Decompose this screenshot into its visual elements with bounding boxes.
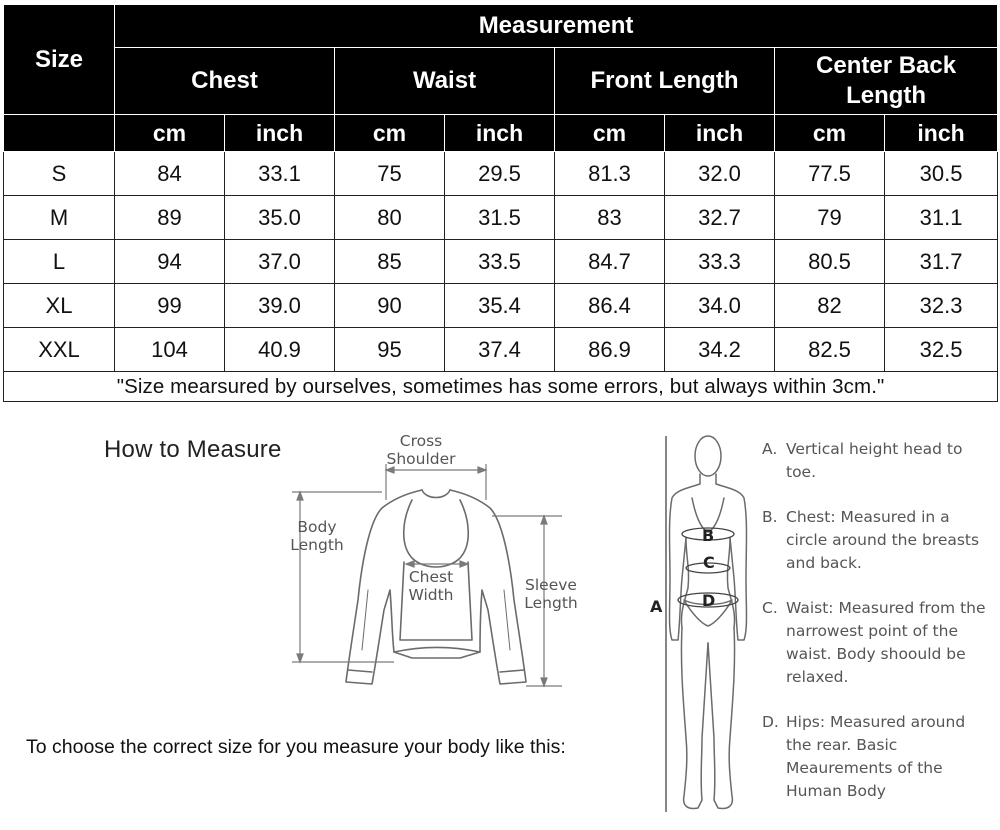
how-to-measure-title: How to Measure (104, 436, 282, 463)
measurement-note: "Size mearsured by ourselves, sometimes has some errors, but always within 3cm." (4, 372, 998, 402)
table-row (4, 240, 998, 284)
label-line: Length (524, 594, 578, 612)
note-text: Vertical height head to toe. (786, 440, 963, 481)
table-row (4, 284, 998, 328)
table-cell: 31.7 (885, 240, 998, 284)
table-cell: 34.2 (665, 328, 775, 372)
unit-header: inch (225, 115, 335, 152)
figure-marker-b: B (702, 526, 715, 545)
table-cell: 89 (115, 196, 225, 240)
cross-shoulder-label (386, 432, 456, 468)
table-cell: 40.9 (225, 328, 335, 372)
table-cell: 37.4 (445, 328, 555, 372)
unit-header: inch (885, 115, 998, 152)
note-letter: C. (762, 599, 778, 617)
table-cell: 82.5 (775, 328, 885, 372)
table-row (4, 152, 998, 196)
label-line: Cross (399, 432, 443, 450)
unit-header: inch (665, 115, 775, 152)
size-cell: XL (4, 284, 115, 328)
table-cell: 81.3 (555, 152, 665, 196)
label-line: Chest (408, 568, 454, 586)
choose-size-instruction: To choose the correct size for you measure your body like this: (26, 736, 566, 758)
table-cell: 104 (115, 328, 225, 372)
size-cell: S (4, 152, 115, 196)
label-line: Shoulder (386, 450, 456, 468)
note-item (762, 711, 994, 803)
figure-marker-d: D (702, 591, 716, 610)
label-line: Length (290, 536, 344, 554)
table-cell: 32.7 (665, 196, 775, 240)
table-cell: 86.9 (555, 328, 665, 372)
note-row (4, 372, 998, 402)
table-cell: 37.0 (225, 240, 335, 284)
table-cell: 79 (775, 196, 885, 240)
size-chart-table (3, 4, 997, 401)
unit-header: cm (775, 115, 885, 152)
table-cell: 29.5 (445, 152, 555, 196)
table-cell: 30.5 (885, 152, 998, 196)
note-item (762, 597, 994, 689)
size-header-spacer (4, 115, 115, 152)
size-header: Size (4, 5, 115, 115)
table-cell: 94 (115, 240, 225, 284)
chest-width-label (398, 568, 464, 604)
table-cell: 80 (335, 196, 445, 240)
table-cell: 33.1 (225, 152, 335, 196)
table-cell: 34.0 (665, 284, 775, 328)
note-letter: B. (762, 508, 778, 526)
note-text: Hips: Measured around the rear. Basic Meaurements of the Human Body (786, 713, 966, 800)
table-row (4, 196, 998, 240)
label-line: Width (408, 586, 454, 604)
unit-header: cm (335, 115, 445, 152)
group-header-center-back-length: Center Back Length (775, 48, 998, 115)
table-cell: 80.5 (775, 240, 885, 284)
table-cell: 90 (335, 284, 445, 328)
table-cell: 33.5 (445, 240, 555, 284)
figure-marker-c: C (703, 553, 715, 572)
group-header-chest: Chest (115, 48, 335, 115)
table-cell: 31.5 (445, 196, 555, 240)
table-cell: 95 (335, 328, 445, 372)
table-cell: 83 (555, 196, 665, 240)
sleeve-length-label (516, 576, 586, 612)
note-text: Waist: Measured from the narrowest point of the waist. Body shoould be relaxed. (786, 599, 986, 686)
table-cell: 39.0 (225, 284, 335, 328)
size-chart (3, 4, 998, 402)
group-header-waist: Waist (335, 48, 555, 115)
unit-header: inch (445, 115, 555, 152)
table-cell: 84 (115, 152, 225, 196)
unit-header: cm (555, 115, 665, 152)
note-item (762, 506, 994, 575)
body-figure (640, 428, 760, 820)
size-cell: M (4, 196, 115, 240)
note-letter: A. (762, 440, 778, 458)
unit-header: cm (115, 115, 225, 152)
table-cell: 85 (335, 240, 445, 284)
note-letter: D. (762, 713, 779, 731)
table-cell: 33.3 (665, 240, 775, 284)
group-header-front-length: Front Length (555, 48, 775, 115)
measurement-notes (762, 438, 994, 803)
table-cell: 82 (775, 284, 885, 328)
table-cell: 32.5 (885, 328, 998, 372)
table-cell: 86.4 (555, 284, 665, 328)
table-cell: 35.4 (445, 284, 555, 328)
label-line: Body (297, 518, 337, 536)
figure-marker-a: A (650, 597, 663, 616)
size-cell: XXL (4, 328, 115, 372)
measurement-header: Measurement (115, 5, 998, 48)
table-cell: 77.5 (775, 152, 885, 196)
label-line: Sleeve (525, 576, 577, 594)
table-cell: 32.3 (885, 284, 998, 328)
table-cell: 31.1 (885, 196, 998, 240)
table-cell: 32.0 (665, 152, 775, 196)
note-text: Chest: Measured in a circle around the breasts and back. (786, 508, 980, 572)
body-length-label (284, 518, 350, 554)
table-cell: 75 (335, 152, 445, 196)
table-cell: 84.7 (555, 240, 665, 284)
table-row (4, 328, 998, 372)
size-cell: L (4, 240, 115, 284)
note-item (762, 438, 994, 484)
table-cell: 35.0 (225, 196, 335, 240)
table-cell: 99 (115, 284, 225, 328)
